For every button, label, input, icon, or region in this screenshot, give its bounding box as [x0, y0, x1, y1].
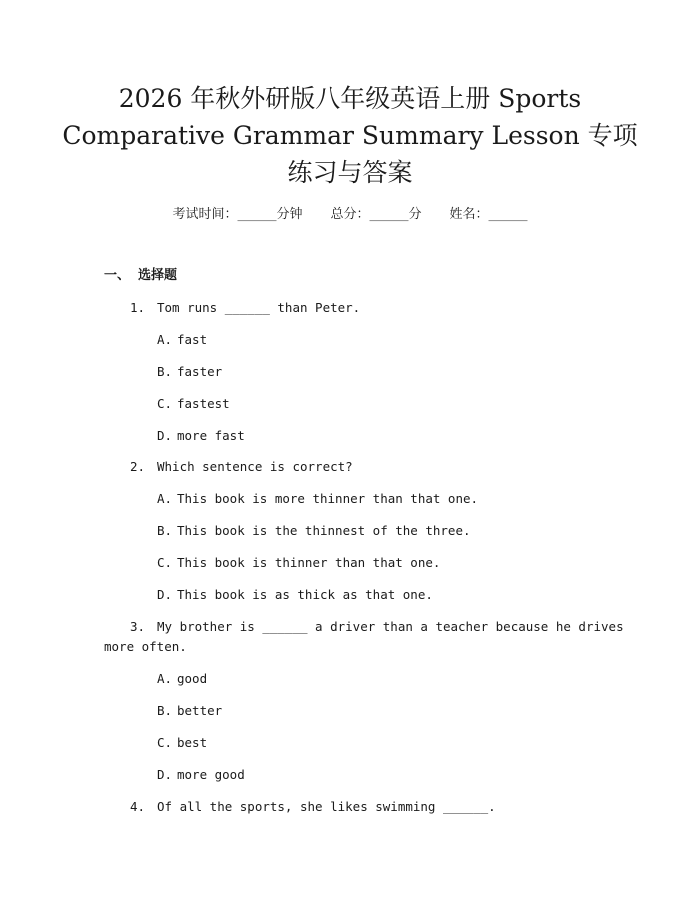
- title-line-1: 2026 年秋外研版八年级英语上册 Sports: [118, 84, 582, 113]
- question-number: 3.: [130, 619, 146, 634]
- option-text: This book is as thick as that one.: [177, 587, 433, 602]
- question-4: [130, 797, 496, 817]
- option-text: more fast: [177, 428, 245, 443]
- question-3-option-c: [157, 733, 207, 753]
- option-letter: D.: [157, 428, 173, 443]
- question-number: 2.: [130, 459, 146, 474]
- option-text: This book is more thinner than that one.: [177, 491, 479, 506]
- option-text: This book is thinner than that one.: [177, 555, 441, 570]
- question-2: [130, 457, 353, 477]
- question-text: My brother is ______ a driver than a teacher because he drives: [157, 619, 624, 634]
- option-letter: A.: [157, 332, 173, 347]
- question-1-option-c: [157, 394, 230, 414]
- section-heading: [104, 266, 177, 286]
- option-letter: A.: [157, 491, 173, 506]
- option-letter: C.: [157, 396, 173, 411]
- exam-meta: [0, 205, 700, 225]
- option-letter: D.: [157, 587, 173, 602]
- question-1-option-d: [157, 426, 245, 446]
- option-letter: B.: [157, 703, 173, 718]
- question-3-option-a: [157, 669, 207, 689]
- title-line-3: 练习与答案: [287, 158, 413, 187]
- section-number: 一、: [104, 268, 131, 283]
- question-1-option-a: [157, 330, 207, 350]
- option-text: good: [177, 671, 208, 686]
- option-text: fast: [177, 332, 208, 347]
- option-text: faster: [177, 364, 223, 379]
- question-text: Tom runs ______ than Peter.: [157, 300, 361, 315]
- question-3-option-b: [157, 701, 222, 721]
- question-number: 1.: [130, 300, 146, 315]
- question-2-option-a: [157, 489, 478, 509]
- option-letter: D.: [157, 767, 173, 782]
- option-letter: C.: [157, 735, 173, 750]
- option-text: best: [177, 735, 208, 750]
- option-text: better: [177, 703, 223, 718]
- section-title: 选择题: [138, 268, 178, 283]
- option-letter: B.: [157, 364, 173, 379]
- question-3-option-d: [157, 765, 245, 785]
- question-3-continuation: more often.: [104, 639, 187, 654]
- option-text: fastest: [177, 396, 230, 411]
- question-2-option-c: [157, 553, 440, 573]
- question-text: Which sentence is correct?: [157, 459, 353, 474]
- question-text: Of all the sports, she likes swimming ______.: [157, 799, 496, 814]
- question-3: [130, 617, 624, 637]
- option-letter: B.: [157, 523, 173, 538]
- option-letter: A.: [157, 671, 173, 686]
- student-name: 姓名：______: [449, 207, 528, 222]
- exam-score: 总分：______分: [330, 207, 422, 222]
- question-2-option-d: [157, 585, 433, 605]
- title-line-2: Comparative Grammar Summary Lesson 专项: [62, 121, 638, 150]
- exam-time: 考试时间：______分钟: [172, 207, 303, 222]
- option-letter: C.: [157, 555, 173, 570]
- question-number: 4.: [130, 799, 146, 814]
- option-text: more good: [177, 767, 245, 782]
- question-1-option-b: [157, 362, 222, 382]
- question-1: [130, 298, 360, 318]
- document-title: [60, 80, 640, 191]
- option-text: This book is the thinnest of the three.: [177, 523, 471, 538]
- question-2-option-b: [157, 521, 471, 541]
